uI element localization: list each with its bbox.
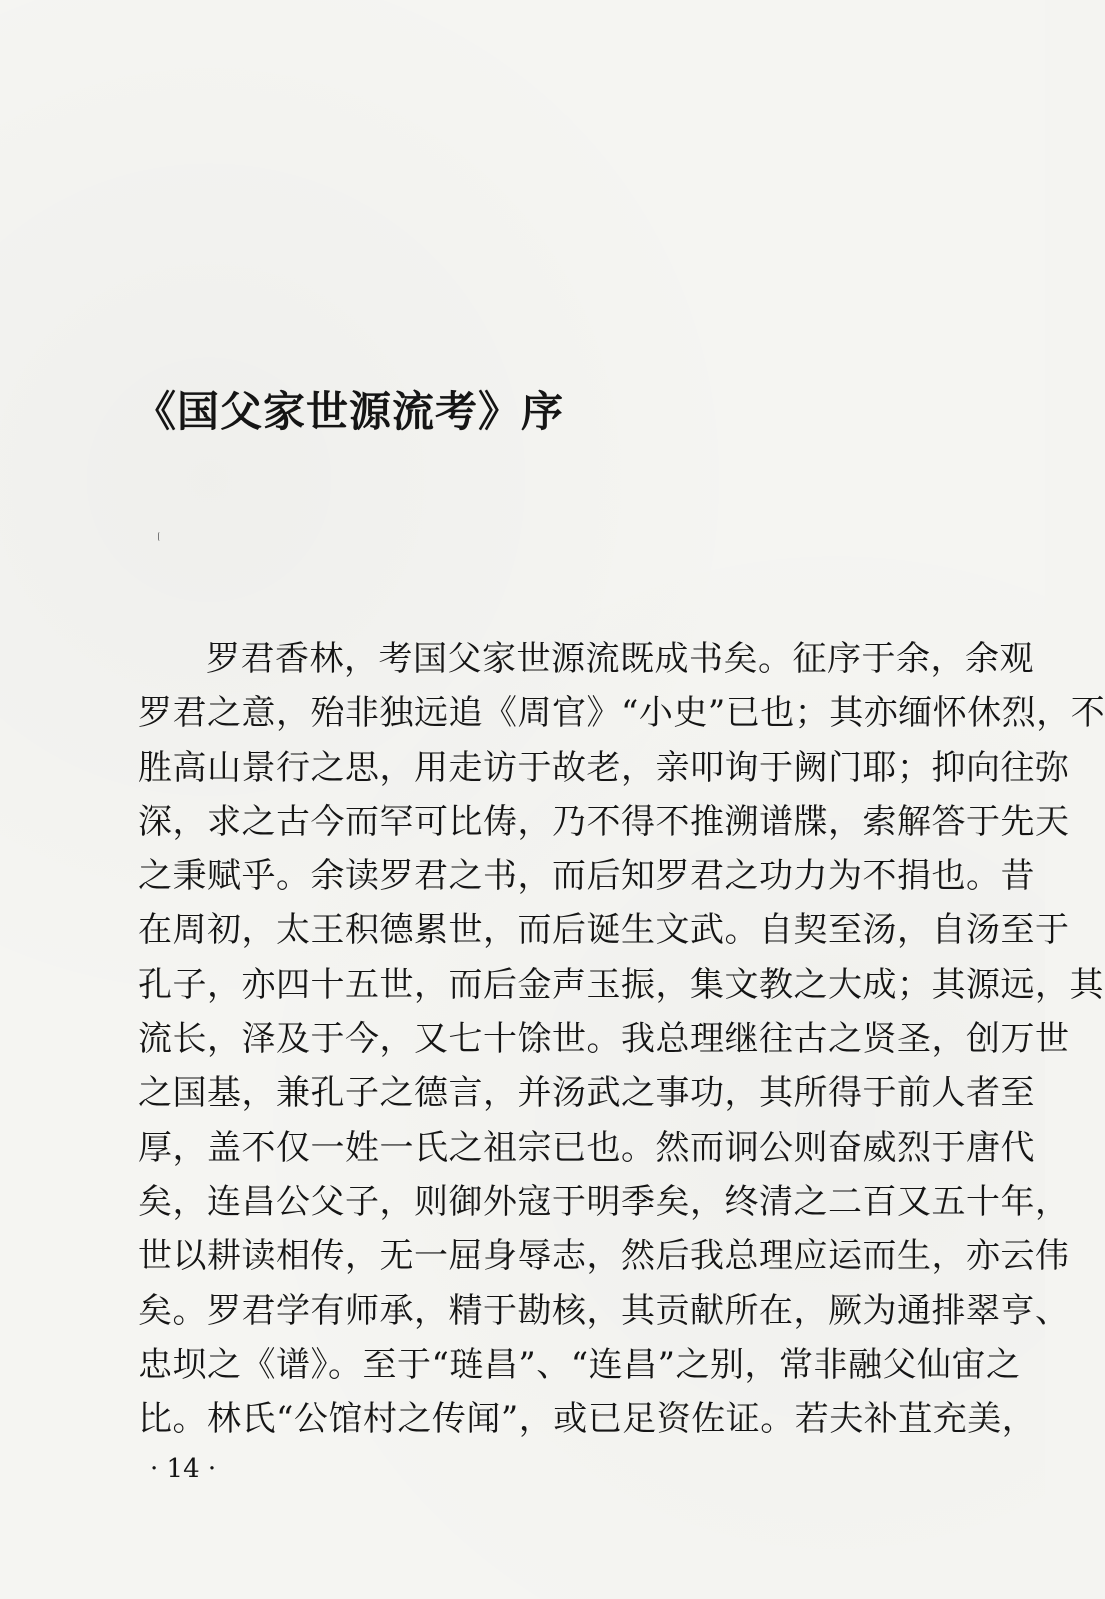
text-line: 流长，泽及于今，又七十馀世。我总理继往古之贤圣，创万世: [138, 1019, 1070, 1060]
page-number: · 14 ·: [150, 1454, 217, 1484]
text-line: 比。林氏“公馆村之传闻”，或已足资佐证。若夫补苴充美，: [138, 1399, 1037, 1440]
body-paragraph: [138, 632, 1105, 1446]
text-line: 深，求之古今而罕可比俦，乃不得不推溯谱牒，索解答于先天: [138, 801, 1070, 842]
text-line: 之国基，兼孔子之德言，并汤武之事功，其所得于前人者至: [138, 1073, 1035, 1114]
text-line: 之秉赋乎。余读罗君之书，而后知罗君之功力为不捐也。昔: [138, 856, 1035, 897]
text-line: 孔子，亦四十五世，而后金声玉振，集文教之大成；其源远，其: [138, 964, 1104, 1005]
text-line: 忠坝之《谱》。至于“琏昌”、“连昌”之别，常非融父仙宙之: [138, 1344, 1021, 1385]
text-line: 罗君香林，考国父家世源流既成书矣。征序于余，余观: [206, 639, 1034, 679]
scan-mark: [158, 532, 162, 541]
text-line: 在周初，太王积德累世，而后诞生文武。自契至汤，自汤至于: [138, 910, 1070, 951]
text-line: 矣，连昌公父子，则御外寇于明季矣，终清之二百又五十年，: [138, 1181, 1070, 1222]
text-line: 世以耕读相传，无一屈身辱志，然后我总理应运而生，亦云伟: [138, 1236, 1070, 1277]
text-line: 厚，盖不仅一姓一氏之祖宗已也。然而诇公则奋威烈于唐代: [138, 1127, 1035, 1168]
page-title: 《国父家世源流考》序: [134, 387, 565, 436]
text-line: 罗君之意，殆非独远追《周官》“小史”已也；其亦缅怀休烈，不: [138, 693, 1105, 734]
text-line: 矣。罗君学有师承，精于勘核，其贡献所在，厥为通排翠亨、: [138, 1290, 1070, 1331]
text-line: 胜高山景行之思，用走访于故老，亲叩询于阙门耶；抑向往弥: [138, 747, 1070, 788]
